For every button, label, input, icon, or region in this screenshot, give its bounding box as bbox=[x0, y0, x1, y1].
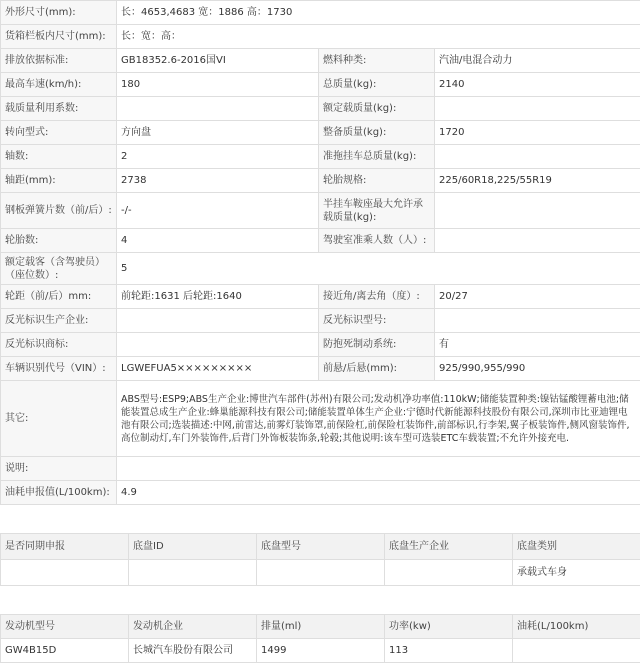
spec-row bbox=[1, 25, 640, 49]
spec-label: 接近角/离去角（度）: bbox=[319, 285, 435, 309]
engine-header-cell: 油耗(L/100km) bbox=[513, 615, 640, 639]
engine-data-cell: GW4B15D bbox=[1, 639, 129, 663]
spec-label: 外形尺寸(mm): bbox=[1, 1, 117, 25]
spec-label: 燃料种类: bbox=[319, 49, 435, 73]
spec-row bbox=[1, 145, 640, 169]
spec-label: 轴数: bbox=[1, 145, 117, 169]
spec-value: 20/27 bbox=[435, 285, 640, 309]
chassis-data-cell bbox=[257, 560, 385, 586]
spec-label: 整备质量(kg): bbox=[319, 121, 435, 145]
spec-label: 防抱死制动系统: bbox=[319, 333, 435, 357]
spec-value: 925/990,955/990 bbox=[435, 357, 640, 381]
spec-label: 反光标识型号: bbox=[319, 309, 435, 333]
spec-row bbox=[1, 49, 640, 73]
spec-row bbox=[1, 333, 640, 357]
spec-row bbox=[1, 285, 640, 309]
spec-label: 轮胎规格: bbox=[319, 169, 435, 193]
chassis-header-cell: 底盘生产企业 bbox=[385, 534, 513, 560]
spec-row bbox=[1, 73, 640, 97]
spec-value: 前轮距:1631 后轮距:1640 bbox=[117, 285, 319, 309]
spec-row bbox=[1, 457, 640, 481]
engine-data-cell: 113 bbox=[385, 639, 513, 663]
chassis-data-cell bbox=[1, 560, 129, 586]
spec-value bbox=[117, 457, 640, 481]
spec-value: 2140 bbox=[435, 73, 640, 97]
chassis-header-cell: 是否同期申报 bbox=[1, 534, 129, 560]
spec-value: 4.9 bbox=[117, 481, 640, 505]
spec-label: 其它: bbox=[1, 381, 117, 457]
spec-label: 轮胎数: bbox=[1, 229, 117, 253]
spec-row bbox=[1, 193, 640, 229]
spec-value bbox=[117, 309, 319, 333]
spec-row bbox=[1, 381, 640, 457]
spec-row bbox=[1, 253, 640, 285]
spec-label: 准拖挂车总质量(kg): bbox=[319, 145, 435, 169]
chassis-data-row bbox=[1, 560, 640, 586]
spec-value bbox=[435, 193, 640, 229]
spec-label: 油耗申报值(L/100km): bbox=[1, 481, 117, 505]
spec-value: ABS型号:ESP9;ABS生产企业:博世汽车部件(苏州)有限公司;发动机净功率值:110kW;储能装置种类:镍钴锰酸锂蓄电池;储能装置总成生产企业:蜂巢能源科技有限公司;储能装置单体生产企业:宁德时代新能源科技股份有限公司,深圳市比亚迪锂电池有限公司;选装描述:中网,前雷达,前雾灯装饰罩,前保险杠,前保险杠装饰件,前部标识,行李架,翼子板装饰件,侧风窗装饰件,高位制动灯,车门外装饰件,后背门外饰板装饰条,轮毂;其他说明:该车型可选装ETC车载装置;不允许外接充电. bbox=[117, 381, 640, 457]
chassis-data-cell bbox=[129, 560, 257, 586]
spec-value bbox=[117, 333, 319, 357]
spec-label: 转向型式: bbox=[1, 121, 117, 145]
spec-value: 有 bbox=[435, 333, 640, 357]
spec-label: 最高车速(km/h): bbox=[1, 73, 117, 97]
spec-row bbox=[1, 309, 640, 333]
chassis-header-cell: 底盘类别 bbox=[513, 534, 640, 560]
spec-value: 4 bbox=[117, 229, 319, 253]
engine-data-row bbox=[1, 639, 640, 663]
spec-value: 2 bbox=[117, 145, 319, 169]
section-gap bbox=[0, 505, 640, 533]
engine-data-cell: 1499 bbox=[257, 639, 385, 663]
spec-value: LGWEFUA5××××××××× bbox=[117, 357, 319, 381]
section-gap bbox=[0, 586, 640, 614]
engine-header-row bbox=[1, 615, 640, 639]
spec-value bbox=[435, 145, 640, 169]
spec-value: 180 bbox=[117, 73, 319, 97]
spec-value: 长：4653,4683 宽：1886 高：1730 bbox=[117, 1, 640, 25]
spec-row bbox=[1, 229, 640, 253]
spec-label: 轴距(mm): bbox=[1, 169, 117, 193]
spec-value: 长：宽：高： bbox=[117, 25, 640, 49]
spec-label: 额定载客（含驾驶员）（座位数）: bbox=[1, 253, 117, 285]
spec-label: 货箱栏板内尺寸(mm): bbox=[1, 25, 117, 49]
spec-value: 1720 bbox=[435, 121, 640, 145]
spec-row bbox=[1, 121, 640, 145]
engine-data-cell: 长城汽车股份有限公司 bbox=[129, 639, 257, 663]
spec-label: 总质量(kg): bbox=[319, 73, 435, 97]
spec-label: 半挂车鞍座最大允许承载质量(kg): bbox=[319, 193, 435, 229]
engine-header-cell: 排量(ml) bbox=[257, 615, 385, 639]
spec-table-body bbox=[1, 1, 640, 505]
chassis-data-cell: 承载式车身 bbox=[513, 560, 640, 586]
spec-label: 反光标识商标: bbox=[1, 333, 117, 357]
spec-value: 2738 bbox=[117, 169, 319, 193]
spec-label: 钢板弹簧片数（前/后）: bbox=[1, 193, 117, 229]
spec-label: 驾驶室准乘人数（人）: bbox=[319, 229, 435, 253]
spec-row bbox=[1, 1, 640, 25]
spec-label: 载质量利用系数: bbox=[1, 97, 117, 121]
spec-value bbox=[117, 97, 319, 121]
spec-row bbox=[1, 357, 640, 381]
engine-header-cell: 发动机企业 bbox=[129, 615, 257, 639]
spec-value: 5 bbox=[117, 253, 640, 285]
engine-header-cell: 功率(kw) bbox=[385, 615, 513, 639]
spec-row bbox=[1, 97, 640, 121]
spec-label: 说明: bbox=[1, 457, 117, 481]
engine-data-cell bbox=[513, 639, 640, 663]
chassis-table bbox=[0, 533, 640, 586]
spec-value: 225/60R18,225/55R19 bbox=[435, 169, 640, 193]
spec-label: 车辆识别代号（VIN）: bbox=[1, 357, 117, 381]
spec-label: 前悬/后悬(mm): bbox=[319, 357, 435, 381]
chassis-header-cell: 底盘ID bbox=[129, 534, 257, 560]
spec-value bbox=[435, 97, 640, 121]
spec-value: -/- bbox=[117, 193, 319, 229]
engine-header-cell: 发动机型号 bbox=[1, 615, 129, 639]
chassis-header-cell: 底盘型号 bbox=[257, 534, 385, 560]
spec-row bbox=[1, 169, 640, 193]
spec-value: GB18352.6-2016国VI bbox=[117, 49, 319, 73]
spec-label: 额定载质量(kg): bbox=[319, 97, 435, 121]
spec-label: 轮距（前/后）mm: bbox=[1, 285, 117, 309]
spec-label: 排放依据标准: bbox=[1, 49, 117, 73]
chassis-data-cell bbox=[385, 560, 513, 586]
spec-label: 反光标识生产企业: bbox=[1, 309, 117, 333]
spec-value: 汽油/电混合动力 bbox=[435, 49, 640, 73]
chassis-header-row bbox=[1, 534, 640, 560]
spec-value bbox=[435, 229, 640, 253]
spec-value: 方向盘 bbox=[117, 121, 319, 145]
spec-row bbox=[1, 481, 640, 505]
spec-value bbox=[435, 309, 640, 333]
engine-table bbox=[0, 614, 640, 663]
